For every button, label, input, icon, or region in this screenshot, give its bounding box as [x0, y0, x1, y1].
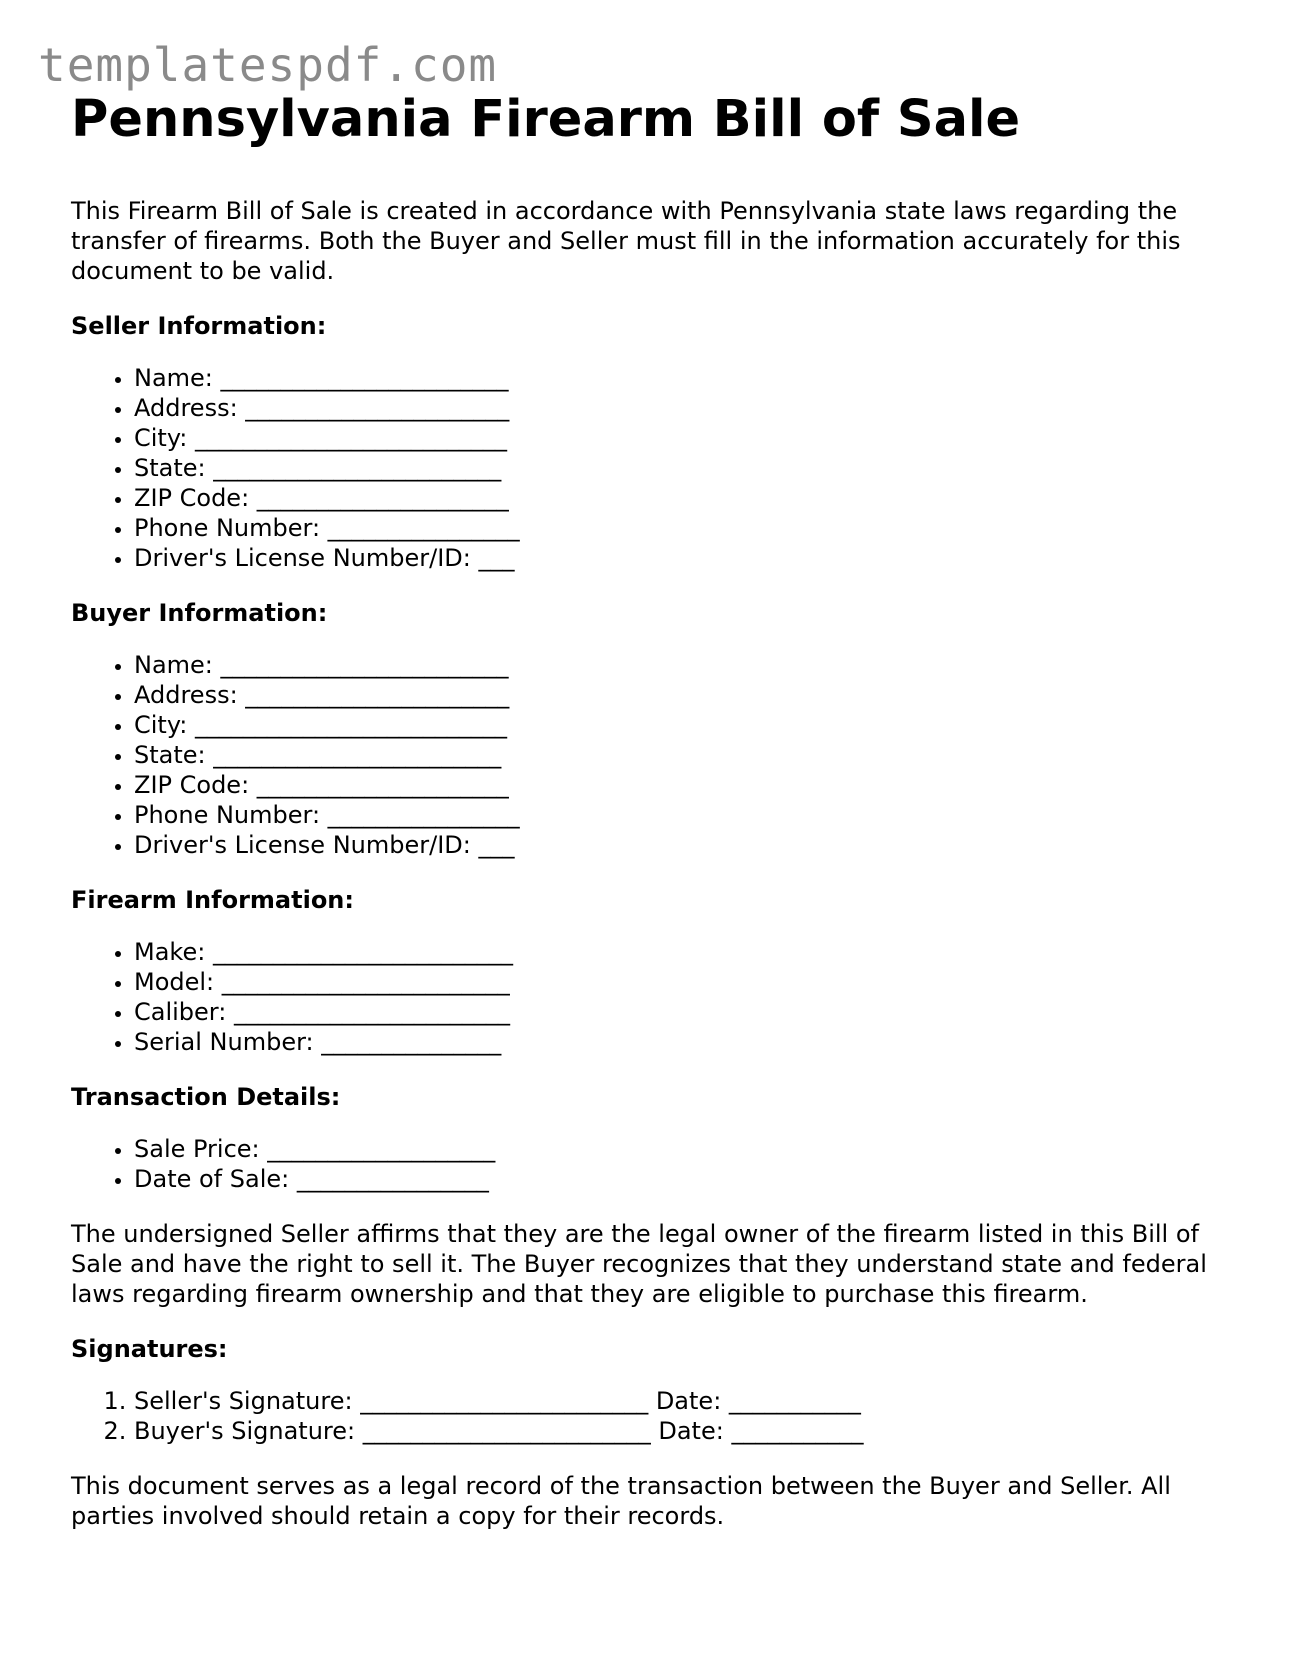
buyer-field-list	[71, 650, 1221, 860]
firearm-heading: Firearm Information:	[71, 886, 354, 914]
buyer-address-field: • Address: ______________________	[134, 680, 1221, 710]
transaction-field-list	[71, 1134, 1221, 1194]
firearm-caliber-field: • Caliber: _______________________	[134, 997, 1221, 1027]
buyer-zip-field: • ZIP Code: _____________________	[134, 770, 1221, 800]
firearm-make-field: • Make: _________________________	[134, 937, 1221, 967]
intro-paragraph: This Firearm Bill of Sale is created in accordance with Pennsylvania state laws regarding the transfer of firearms. Both the Buyer and Seller must fill in the information accurately for this document to be valid.	[71, 197, 1181, 285]
document-body	[71, 86, 1221, 1556]
seller-phone-field: • Phone Number: ________________	[134, 513, 1221, 543]
buyer-license-field: • Driver's License Number/ID: ___	[134, 830, 1221, 860]
firearm-serial-field: • Serial Number: _______________	[134, 1027, 1221, 1057]
seller-city-field: • City: __________________________	[134, 423, 1221, 453]
firearm-field-list	[71, 937, 1221, 1057]
seller-field-list	[71, 363, 1221, 573]
sale-date-field: • Date of Sale: ________________	[134, 1164, 1221, 1194]
watermark: templatespdf.com	[38, 38, 498, 92]
affirmation-paragraph: The undersigned Seller affirms that they are the legal owner of the firearm listed in this Bill of Sale and have the right to sell it. The Buyer recognizes that they understand state and federal laws regarding firearm ownership and that they are eligible to purchase this firearm.	[71, 1220, 1207, 1308]
signatures-heading: Signatures:	[71, 1335, 228, 1363]
seller-address-field: • Address: ______________________	[134, 393, 1221, 423]
signature-list	[71, 1386, 1221, 1446]
document-title: Pennsylvania Firearm Bill of Sale	[71, 90, 1021, 149]
buyer-phone-field: • Phone Number: ________________	[134, 800, 1221, 830]
buyer-city-field: • City: __________________________	[134, 710, 1221, 740]
transaction-heading: Transaction Details:	[71, 1083, 341, 1111]
buyer-heading: Buyer Information:	[71, 599, 328, 627]
sale-price-field: • Sale Price: ___________________	[134, 1134, 1221, 1164]
firearm-model-field: • Model: ________________________	[134, 967, 1221, 997]
buyer-state-field: • State: ________________________	[134, 740, 1221, 770]
buyer-signature-line: 2. Buyer's Signature: ________________________ Date: ___________	[134, 1416, 1221, 1446]
buyer-name-field: • Name: ________________________	[134, 650, 1221, 680]
seller-state-field: • State: ________________________	[134, 453, 1221, 483]
seller-zip-field: • ZIP Code: _____________________	[134, 483, 1221, 513]
closing-paragraph: This document serves as a legal record of the transaction between the Buyer and Seller. All parties involved should retain a copy for their records.	[71, 1472, 1171, 1530]
seller-signature-line: 1. Seller's Signature: ________________________ Date: ___________	[134, 1386, 1221, 1416]
seller-license-field: • Driver's License Number/ID: ___	[134, 543, 1221, 573]
seller-heading: Seller Information:	[71, 312, 327, 340]
seller-name-field: • Name: ________________________	[134, 363, 1221, 393]
